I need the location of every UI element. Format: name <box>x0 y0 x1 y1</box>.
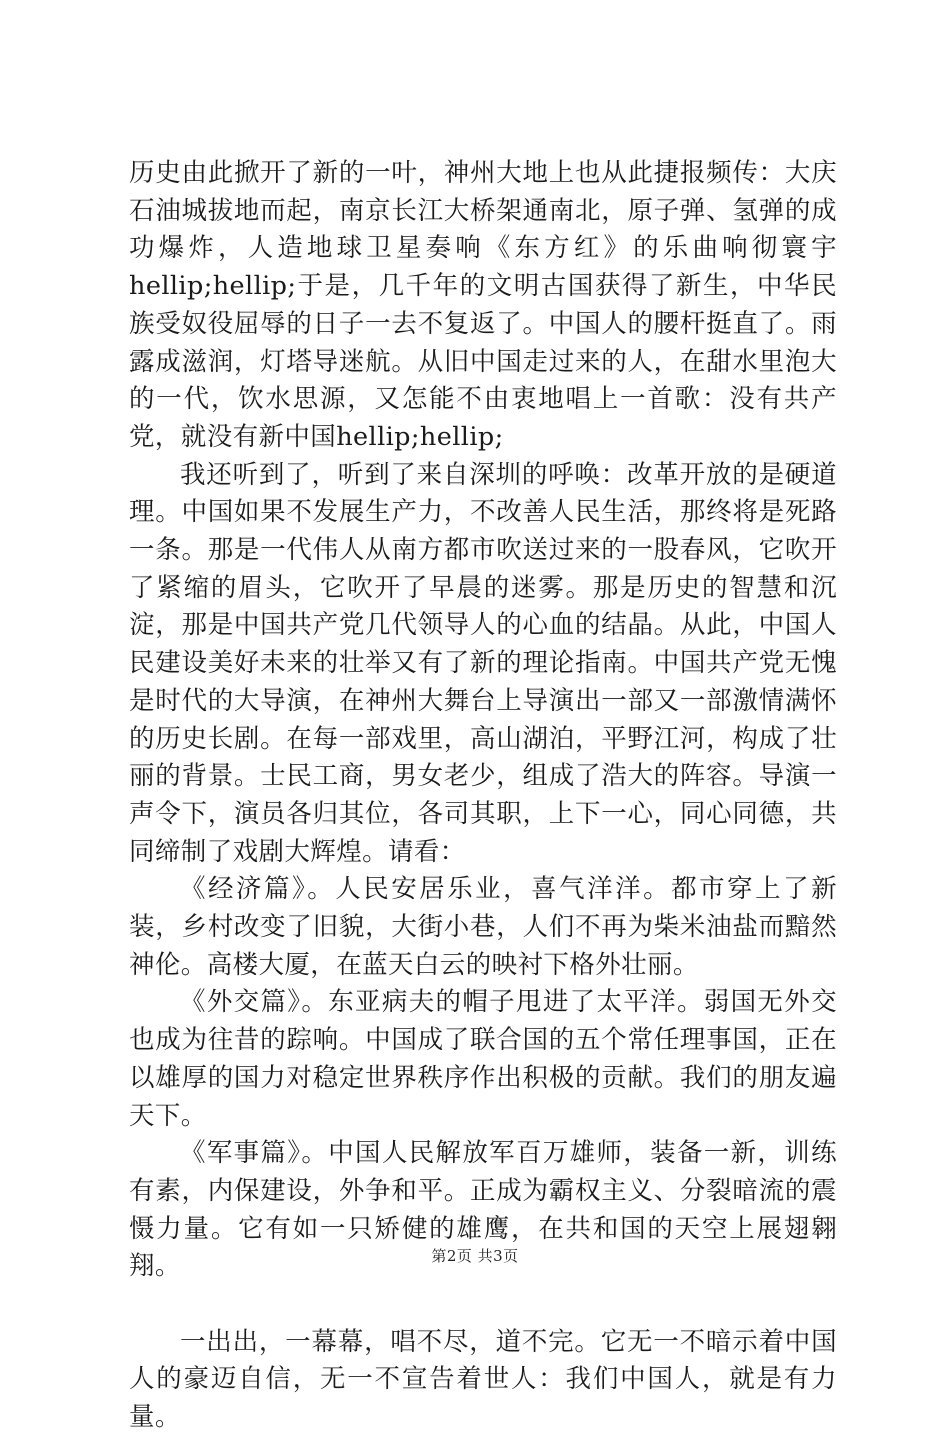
paragraph-history: 历史由此掀开了新的一叶，神州大地上也从此捷报频传：大庆石油城拔地而起，南京长江大桥架通南北，原子弹、氢弹的成功爆炸，人造地球卫星奏响《东方红》的乐曲响彻寰宇hellip;hellip;于是，几千年的文明古国获得了新生，中华民族受奴役屈辱的日子一去不复返了。中国人的腰杆挺直了。雨露成滋润，灯塔导迷航。从旧中国走过来的人，在甜水里泡大的一代，饮水思源，又怎能不由衷地唱上一首歌：没有共产党，就没有新中国hellip;hellip; <box>129 158 837 452</box>
paragraph-diplomacy: 《外交篇》。东亚病夫的帽子甩进了太平洋。弱国无外交也成为往昔的踪响。中国成了联合国的五个常任理事国，正在以雄厚的国力对稳定世界秩序作出积极的贡献。我们的朋友遍天下。 <box>129 987 837 1131</box>
paragraph-shenzhen: 我还听到了，听到了来自深圳的呼唤：改革开放的是硬道理。中国如果不发展生产力，不改善人民生活，那终将是死路一条。那是一代伟人从南方都市吹送过来的一股春风，它吹开了紧缩的眉头，它吹开了早晨的迷雾。那是历史的智慧和沉淀，那是中国共产党几代领导人的心血的结晶。从此，中国人民建设美好未来的壮举又有了新的理论指南。中国共产党无愧是时代的大导演，在神州大舞台上导演出一部又一部激情满怀的历史长剧。在每一部戏里，高山湖泊，平野江河，构成了壮丽的背景。士民工商，男女老少，组成了浩大的阵容。导演一声令下，演员各归其位，各司其职，上下一心，同心同德，共同缔制了戏剧大辉煌。请看： <box>129 459 837 867</box>
paragraph-conclusion: 一出出，一幕幕，唱不尽，道不完。它无一不暗示着中国人的豪迈自信，无一不宣告着世人：我们中国人，就是有力量。 <box>129 1326 837 1433</box>
paragraph-spacer <box>129 1286 837 1324</box>
paragraph-military: 《军事篇》。中国人民解放军百万雄师，装备一新，训练有素，内保建设，外争和平。正成为霸权主义、分裂暗流的震慑力量。它有如一只矫健的雄鹰，在共和国的天空上展翅翱翔。 <box>129 1138 837 1282</box>
paragraph-economy: 《经济篇》。人民安居乐业，喜气洋洋。都市穿上了新装，乡村改变了旧貌，大街小巷，人们不再为柴米油盐而黯然神伦。高楼大厦，在蓝天白云的映衬下格外壮丽。 <box>129 874 837 980</box>
page-number-footer: 第2页 共3页 <box>431 1247 519 1265</box>
